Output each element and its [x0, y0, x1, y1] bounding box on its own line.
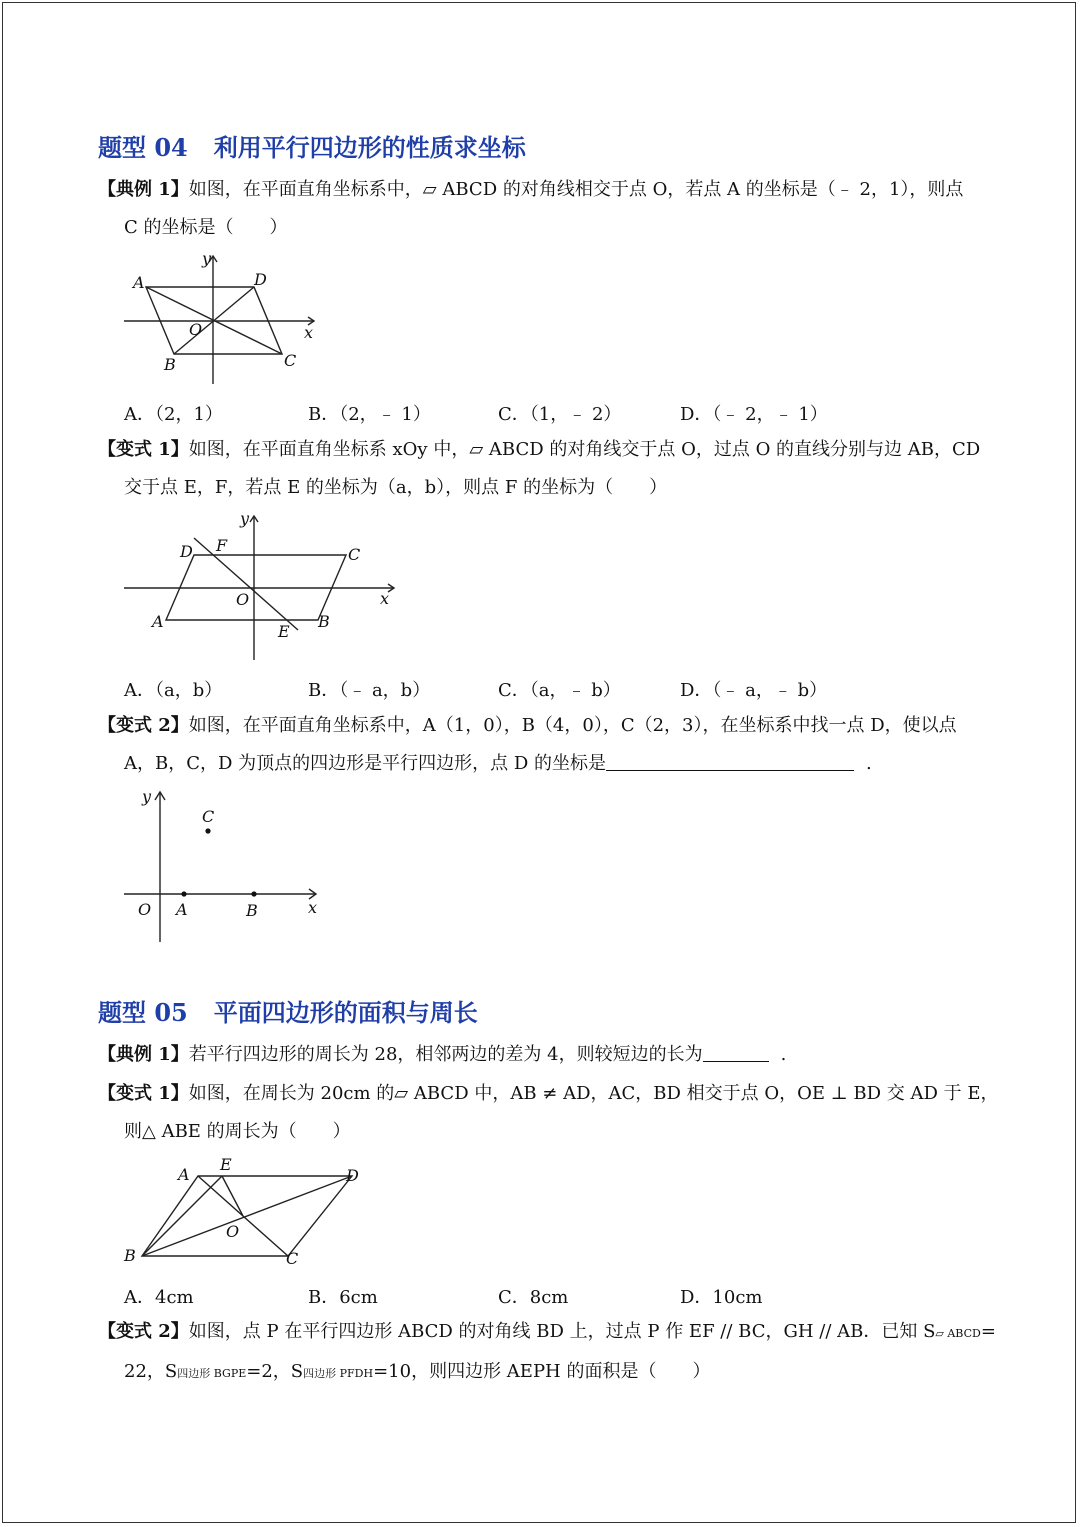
- example-tag: 【典例 1】: [98, 1044, 189, 1065]
- figure-coordinate-points: [118, 784, 328, 946]
- option-b[interactable]: B．6cm: [308, 1287, 378, 1308]
- segment-eo: [222, 1176, 243, 1216]
- label-c: C: [202, 807, 215, 826]
- variant2-line1: [98, 714, 957, 738]
- label-b: B: [246, 901, 258, 920]
- question-text: 如图，在平面直角坐标系中，A（1，0），B（4，0），C（2，3），在坐标系中找一点 D，使以点: [188, 715, 957, 736]
- section-number: 题型 05: [98, 998, 188, 1027]
- label-b: B: [164, 355, 176, 374]
- variant1-line2: [124, 476, 667, 500]
- equals: =: [980, 1321, 996, 1342]
- variant-tag: 【变式 2】: [98, 715, 189, 736]
- label-c: C: [286, 1249, 299, 1268]
- label-e: E: [220, 1155, 232, 1174]
- figure-parallelogram-axes-2: [118, 510, 408, 670]
- question-text: C 的坐标是（ ）: [124, 217, 288, 238]
- question-text: 如图，在平面直角坐标系中，▱ ABCD 的对角线相交于点 O，若点 A 的坐标是（﹣ 2，1），则点: [188, 179, 964, 200]
- label-a: A: [178, 1165, 190, 1184]
- label-x: x: [308, 898, 318, 917]
- figure-parallelogram-abcd: [118, 1150, 378, 1278]
- question-text: 如图，在平面直角坐标系 xOy 中，▱ ABCD 的对角线交于点 O，过点 O 的直线分别与边 AB，CD: [188, 439, 981, 460]
- subscript: 四边形 PFDH: [303, 1367, 374, 1380]
- label-a: A: [133, 273, 145, 292]
- question-text: A，B，C，D 为顶点的四边形是平行四边形，点 D 的坐标是: [124, 753, 607, 774]
- figure-parallelogram-axes-1: [118, 250, 328, 390]
- variant-tag: 【变式 1】: [98, 439, 189, 460]
- example-tag: 【典例 1】: [98, 179, 189, 200]
- option-d[interactable]: D．（﹣ 2，﹣ 1）: [680, 404, 828, 425]
- variant2b-line1: [98, 1320, 996, 1346]
- variant-tag: 【变式 2】: [98, 1321, 189, 1342]
- variant1-line1: [98, 438, 980, 462]
- question-text: 如图，在周长为 20cm 的▱ ABCD 中，AB ≠ AD，AC，BD 相交于点 O，OE ⊥ BD 交 AD 于 E，: [188, 1083, 999, 1104]
- option-d[interactable]: D．（﹣ a，﹣ b）: [680, 680, 828, 701]
- label-f: F: [216, 536, 228, 555]
- subscript: ▱ ABCD: [935, 1327, 981, 1340]
- line-through-o: [194, 538, 298, 630]
- point-a: [181, 891, 186, 896]
- variant-tag: 【变式 1】: [98, 1083, 189, 1104]
- label-c: C: [284, 351, 297, 370]
- label-y: y: [142, 787, 152, 806]
- section-title-04: [98, 128, 526, 163]
- label-o: O: [226, 1222, 240, 1241]
- label-b: B: [124, 1246, 136, 1265]
- option-c[interactable]: C．（a，﹣ b）: [498, 680, 621, 701]
- subscript: 四边形 BGPE: [177, 1367, 247, 1380]
- label-o: O: [236, 590, 250, 609]
- label-x: x: [304, 323, 314, 342]
- question-text: 若平行四边形的周长为 28，相邻两边的差为 4，则较短边的长为: [188, 1044, 703, 1065]
- question-text: =2，S: [246, 1361, 304, 1382]
- label-d: D: [346, 1166, 359, 1185]
- example1-line1: [98, 178, 963, 202]
- label-e: E: [278, 622, 290, 641]
- label-b: B: [318, 612, 330, 631]
- question-text: =10，则四边形 AEPH 的面积是（ ）: [373, 1361, 711, 1382]
- label-d: D: [180, 542, 193, 561]
- option-c[interactable]: C．（1，﹣ 2）: [498, 404, 622, 425]
- question-text: 交于点 E，F，若点 E 的坐标为（a，b），则点 F 的坐标为（ ）: [124, 477, 668, 498]
- point-c: [205, 828, 210, 833]
- option-a[interactable]: A．4cm: [124, 1287, 194, 1308]
- label-y: y: [202, 249, 212, 268]
- label-o: O: [138, 900, 152, 919]
- answer-blank[interactable]: [703, 1043, 769, 1062]
- option-d[interactable]: D．10cm: [680, 1287, 763, 1308]
- question-text: 如图，点 P 在平行四边形 ABCD 的对角线 BD 上，过点 P 作 EF // BC，GH // AB．已知 S: [188, 1321, 936, 1342]
- option-c[interactable]: C．8cm: [498, 1287, 569, 1308]
- example1-line2: [124, 216, 288, 240]
- section-heading: 利用平行四边形的性质求坐标: [213, 133, 526, 162]
- label-d: D: [254, 270, 267, 289]
- period: .: [866, 753, 872, 774]
- label-a: A: [152, 612, 164, 631]
- label-o: O: [189, 320, 203, 339]
- point-b: [251, 891, 256, 896]
- option-b[interactable]: B．（2，﹣ 1）: [308, 404, 431, 425]
- variant1b-line1: [98, 1082, 999, 1106]
- label-c: C: [348, 545, 361, 564]
- label-y: y: [240, 509, 250, 528]
- variant2-line2: [124, 752, 872, 776]
- option-a[interactable]: A．（2，1）: [124, 404, 223, 425]
- label-a: A: [176, 900, 188, 919]
- label-x: x: [380, 589, 390, 608]
- variant2b-line2: [124, 1360, 710, 1386]
- option-b[interactable]: B．（﹣ a，b）: [308, 680, 431, 701]
- period: .: [780, 1044, 787, 1065]
- section-heading: 平面四边形的面积与周长: [213, 998, 478, 1027]
- question-text: 则△ ABE 的周长为（ ）: [124, 1121, 351, 1142]
- question-text: 22，S: [124, 1361, 178, 1382]
- option-a[interactable]: A．（a，b）: [124, 680, 223, 701]
- example1b-line1: [98, 1043, 786, 1067]
- section-number: 题型 04: [98, 133, 188, 162]
- answer-blank[interactable]: [606, 752, 854, 771]
- variant1b-line2: [124, 1120, 351, 1144]
- segment-be: [142, 1176, 222, 1256]
- section-title-05: [98, 993, 478, 1028]
